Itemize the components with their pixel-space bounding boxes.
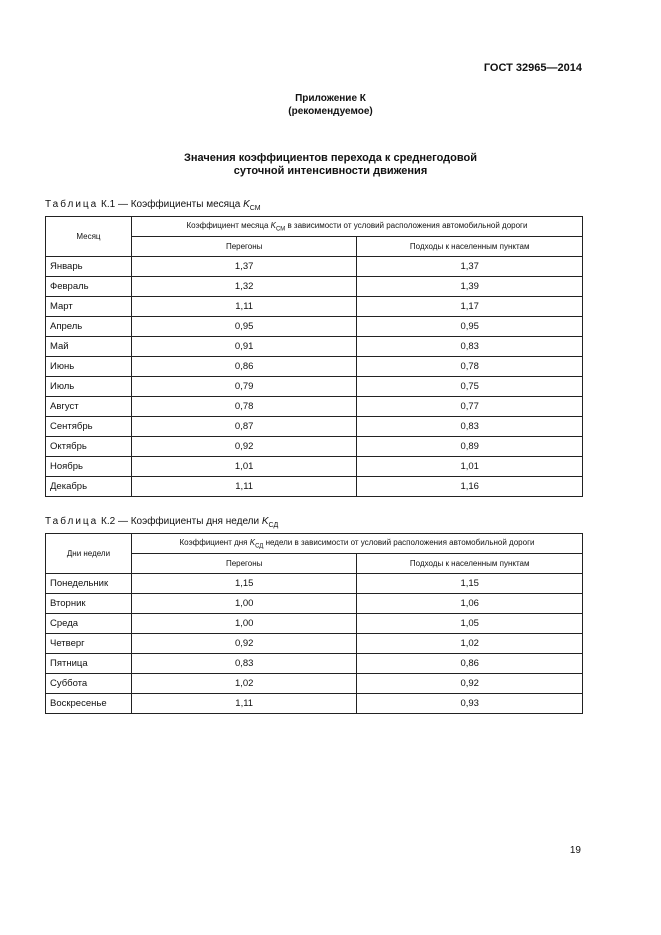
table-month-coefficients — [45, 216, 583, 497]
cell-podkhody: 1,06 — [357, 594, 583, 614]
table-row — [46, 257, 583, 277]
table2-group-pre: Коэффициент дня — [179, 537, 250, 547]
table-row — [46, 674, 583, 694]
table1-col-podkhody: Подходы к населенным пунктам — [357, 237, 583, 257]
cell-peregony: 0,78 — [131, 397, 357, 417]
cell-peregony: 1,01 — [131, 457, 357, 477]
table1-col-month: Месяц — [46, 217, 132, 257]
cell-peregony: 0,83 — [131, 654, 357, 674]
table-row — [46, 397, 583, 417]
cell-peregony: 0,92 — [131, 437, 357, 457]
cell-podkhody: 0,78 — [357, 357, 583, 377]
table1-col-peregony: Перегоны — [131, 237, 357, 257]
table-row — [46, 297, 583, 317]
cell-podkhody: 0,89 — [357, 437, 583, 457]
cell-podkhody: 0,93 — [357, 694, 583, 714]
table-row — [46, 694, 583, 714]
table2-group-post: недели в зависимости от условий расположения автомобильной дороги — [263, 537, 535, 547]
table-row — [46, 654, 583, 674]
table-row — [46, 357, 583, 377]
page-number: 19 — [569, 845, 581, 856]
row-label: Воскресенье — [46, 694, 132, 714]
table1-caption-text: К.1 — Коэффициенты месяца — [98, 199, 244, 210]
table-row — [46, 317, 583, 337]
table1-group-pre: Коэффициент месяца — [186, 220, 271, 230]
cell-peregony: 0,91 — [131, 337, 357, 357]
table2-group-header — [131, 534, 582, 554]
row-label: Июль — [46, 377, 132, 397]
row-label: Февраль — [46, 277, 132, 297]
table2-caption-prefix: Таблица — [45, 516, 99, 527]
appendix-subtitle: (рекомендуемое) — [288, 106, 373, 117]
section-title-line-2: суточной интенсивности движения — [233, 165, 428, 177]
cell-podkhody: 1,16 — [357, 477, 583, 497]
cell-podkhody: 0,83 — [357, 337, 583, 357]
row-label: Май — [46, 337, 132, 357]
row-label: Ноябрь — [46, 457, 132, 477]
cell-podkhody: 0,77 — [357, 397, 583, 417]
table-row — [46, 477, 583, 497]
table-row — [46, 614, 583, 634]
table2-caption-symbol: K — [261, 516, 269, 527]
table1-group-header — [131, 217, 582, 237]
table-row — [46, 594, 583, 614]
cell-podkhody: 1,02 — [357, 634, 583, 654]
cell-podkhody: 1,17 — [357, 297, 583, 317]
cell-peregony: 1,00 — [131, 614, 357, 634]
row-label: Март — [46, 297, 132, 317]
cell-podkhody: 0,83 — [357, 417, 583, 437]
cell-podkhody: 1,37 — [357, 257, 583, 277]
table1-group-subscript: СМ — [275, 226, 286, 233]
appendix-heading — [0, 92, 661, 118]
cell-podkhody: 1,15 — [357, 574, 583, 594]
cell-peregony: 0,87 — [131, 417, 357, 437]
table2-caption-subscript: СД — [268, 522, 279, 529]
table-row — [46, 457, 583, 477]
section-title-line-1: Значения коэффициентов перехода к среднегодовой — [184, 152, 477, 164]
table-row — [46, 417, 583, 437]
row-label: Четверг — [46, 634, 132, 654]
cell-podkhody: 1,39 — [357, 277, 583, 297]
row-label: Вторник — [46, 594, 132, 614]
cell-peregony: 1,00 — [131, 594, 357, 614]
cell-peregony: 1,32 — [131, 277, 357, 297]
table-row — [46, 377, 583, 397]
row-label: Октябрь — [46, 437, 132, 457]
row-label: Январь — [46, 257, 132, 277]
table2-col-peregony: Перегоны — [131, 554, 357, 574]
table1-caption-symbol: K — [243, 199, 250, 210]
table2-group-subscript: СД — [255, 543, 264, 550]
table1-caption-prefix: Таблица — [45, 199, 99, 210]
cell-podkhody: 0,86 — [357, 654, 583, 674]
row-label: Сентябрь — [46, 417, 132, 437]
cell-peregony: 1,11 — [131, 477, 357, 497]
table2-col-weekday: Дни недели — [46, 534, 132, 574]
table2-col-podkhody: Подходы к населенным пунктам — [357, 554, 583, 574]
table1-caption — [45, 199, 261, 212]
section-title — [0, 152, 661, 178]
row-label: Понедельник — [46, 574, 132, 594]
cell-podkhody: 1,05 — [357, 614, 583, 634]
cell-peregony: 0,79 — [131, 377, 357, 397]
table2-group-symbol: K — [249, 537, 256, 547]
table-row — [46, 634, 583, 654]
row-label: Август — [46, 397, 132, 417]
table-row — [46, 437, 583, 457]
cell-peregony: 1,37 — [131, 257, 357, 277]
table1-group-post: в зависимости от условий расположения автомобильной дороги — [285, 220, 528, 230]
cell-peregony: 0,95 — [131, 317, 357, 337]
table-row — [46, 277, 583, 297]
cell-podkhody: 0,92 — [357, 674, 583, 694]
table-row — [46, 337, 583, 357]
cell-podkhody: 0,75 — [357, 377, 583, 397]
row-label: Апрель — [46, 317, 132, 337]
row-label: Декабрь — [46, 477, 132, 497]
table1-caption-subscript: СМ — [249, 205, 261, 212]
row-label: Пятница — [46, 654, 132, 674]
row-label: Июнь — [46, 357, 132, 377]
cell-peregony: 1,11 — [131, 694, 357, 714]
cell-peregony: 1,11 — [131, 297, 357, 317]
table1-group-symbol: K — [270, 220, 276, 230]
row-label: Суббота — [46, 674, 132, 694]
table-row — [46, 574, 583, 594]
table2-caption — [45, 516, 278, 529]
table-weekday-coefficients — [45, 533, 583, 714]
appendix-title: Приложение К — [295, 93, 366, 104]
row-label: Среда — [46, 614, 132, 634]
document-id: ГОСТ 32965—2014 — [483, 62, 582, 74]
cell-peregony: 0,86 — [131, 357, 357, 377]
cell-podkhody: 1,01 — [357, 457, 583, 477]
cell-podkhody: 0,95 — [357, 317, 583, 337]
cell-peregony: 1,02 — [131, 674, 357, 694]
cell-peregony: 1,15 — [131, 574, 357, 594]
table2-caption-text: К.2 — Коэффициенты дня недели — [98, 516, 262, 527]
cell-peregony: 0,92 — [131, 634, 357, 654]
